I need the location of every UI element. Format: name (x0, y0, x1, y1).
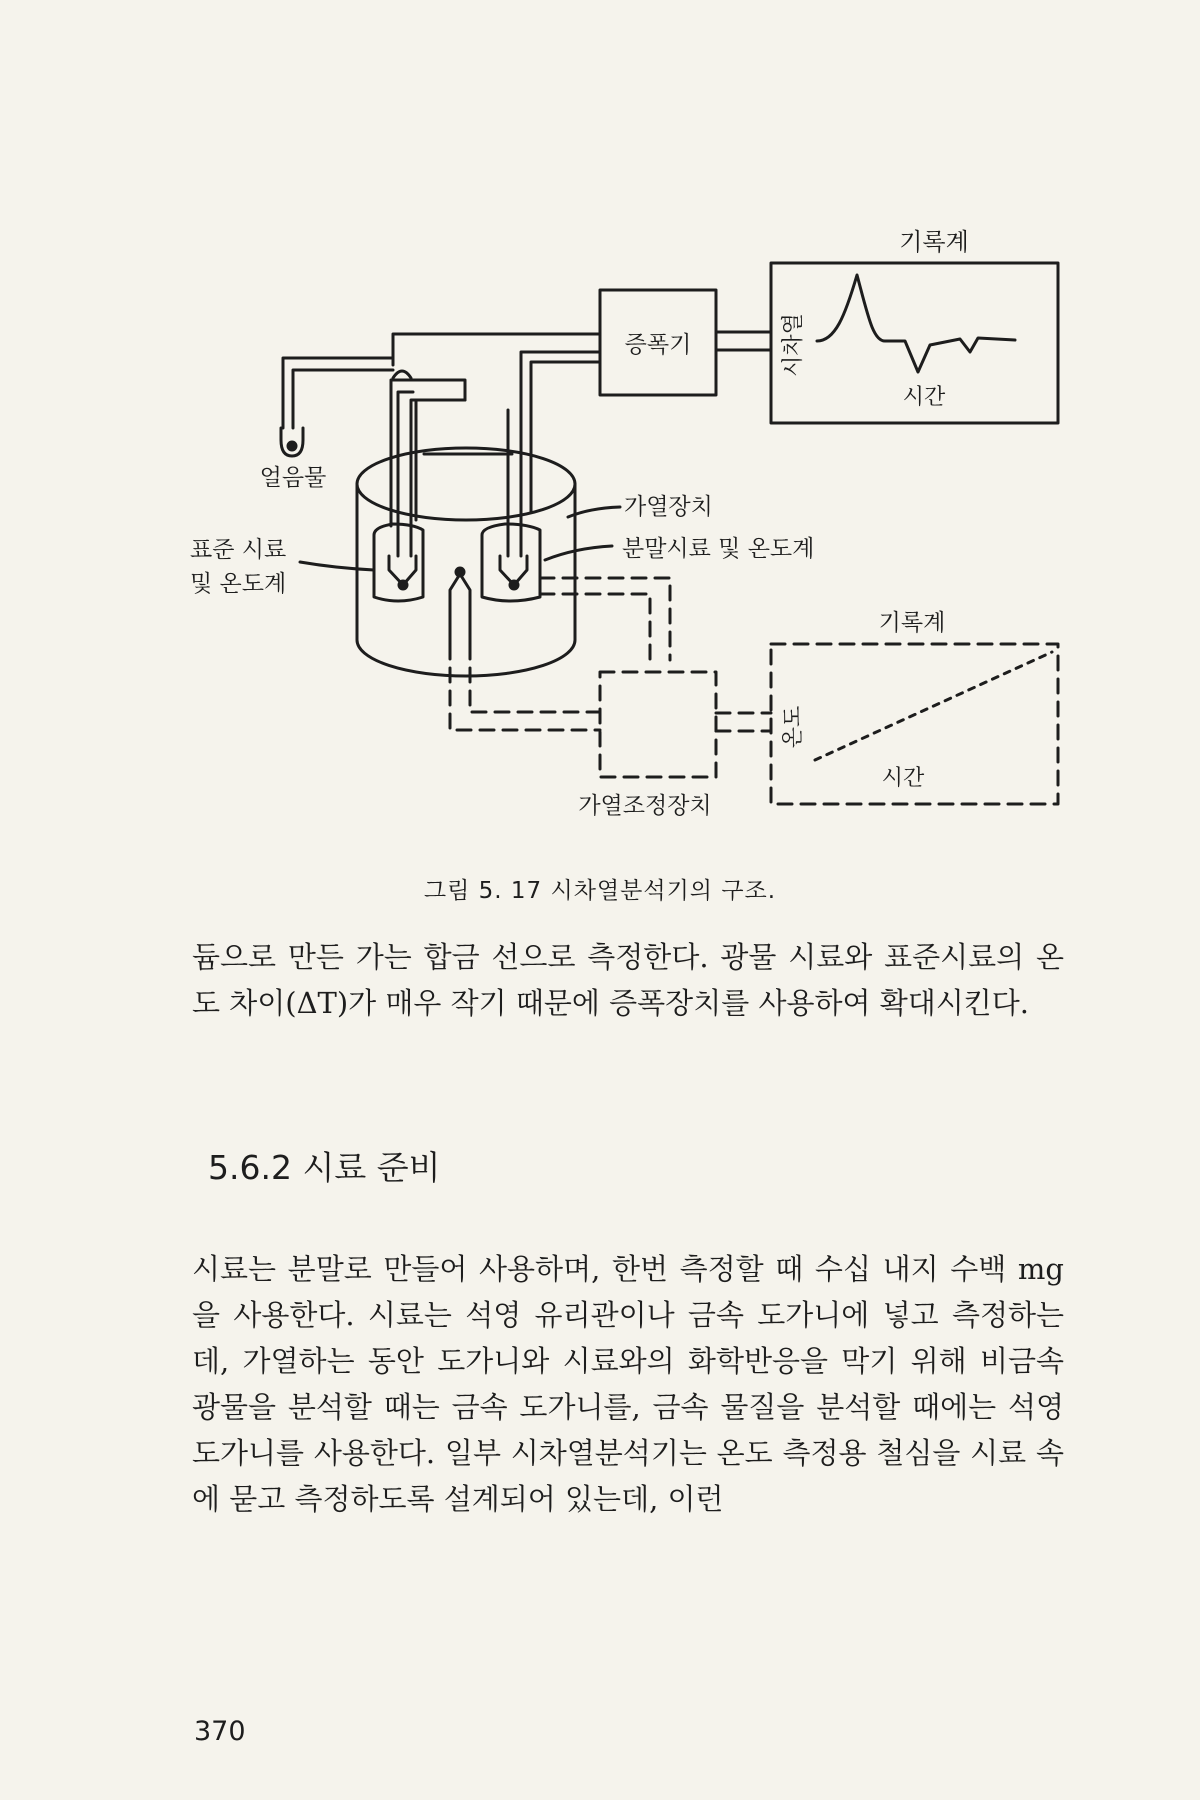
ice-junction (288, 442, 296, 450)
controller-label: 가열조정장치 (578, 793, 712, 819)
wire-crossover (393, 371, 411, 378)
recorder-bottom-label: 기록계 (878, 610, 946, 636)
sample-junction (510, 581, 518, 589)
body-paragraph-1: 듐으로 만든 가는 합금 선으로 측정한다. 광물 시료와 표준시료의 온도 차이(ΔT)가 매우 작기 때문에 증폭장치를 사용하여 확대시킨다. (192, 940, 1064, 1020)
time-axis-label-bottom: 시간 (881, 766, 925, 791)
wire-sample-to-amp (521, 352, 600, 512)
dta-curve (817, 275, 1015, 372)
heater-label: 가열장치 (624, 494, 713, 520)
sample-leader (545, 546, 612, 560)
controller-box (600, 672, 716, 777)
page-number: 370 (194, 1716, 246, 1747)
wire-ref-loop-outer (411, 400, 465, 526)
controller-wire (540, 594, 650, 660)
wire-ice-to-amp (393, 334, 600, 365)
dta-axis-label: 시차열 (781, 313, 806, 377)
reference-junction (399, 581, 407, 589)
figure-caption: 그림 5. 17 시차열분석기의 구조. (423, 878, 777, 904)
temperature-ramp (815, 652, 1052, 760)
wire-ice-leg-inner (293, 370, 393, 428)
controller-wire (470, 645, 600, 712)
amplifier-label: 증폭기 (624, 332, 692, 358)
reference-label-line2: 및 온도계 (190, 571, 287, 597)
furnace-thermocouple (450, 574, 470, 645)
sample-label: 분말시료 및 온도계 (622, 536, 815, 562)
control-circuit (450, 578, 1058, 804)
section-heading: 5.6.2 시료 준비 (208, 1148, 441, 1187)
furnace-junction (456, 568, 464, 576)
reference-leader (300, 562, 374, 570)
temp-axis-label: 온도 (781, 705, 806, 749)
reference-label-line1: 표준 시료 (190, 537, 287, 563)
wire-sample-to-amp-inner (531, 362, 600, 512)
controller-wire (450, 645, 600, 730)
body-paragraph-2: 시료는 분말로 만들어 사용하며, 한번 측정할 때 수십 내지 수백 mg을 사용한다. 시료는 석영 유리관이나 금속 도가니에 넣고 측정하는데, 가열하는 동안 도가니와 시료와의 화학반응을 막기 위해 비금속 광물을 분석할 때는 금속 도가니를, 금속 물질을 분석할 때에는 석영 도가니를 사용한다. 일부 시차열분석기는 온도 측정용 철심을 시료 속에 묻고 측정하도록 설계되어 있는데, 이런 (192, 1252, 1064, 1516)
time-axis-label-top: 시간 (902, 385, 946, 410)
recorder-top-label: 기록계 (899, 228, 969, 256)
dta-apparatus-diagram (0, 0, 1200, 860)
ice-water-label: 얼음물 (259, 465, 327, 491)
